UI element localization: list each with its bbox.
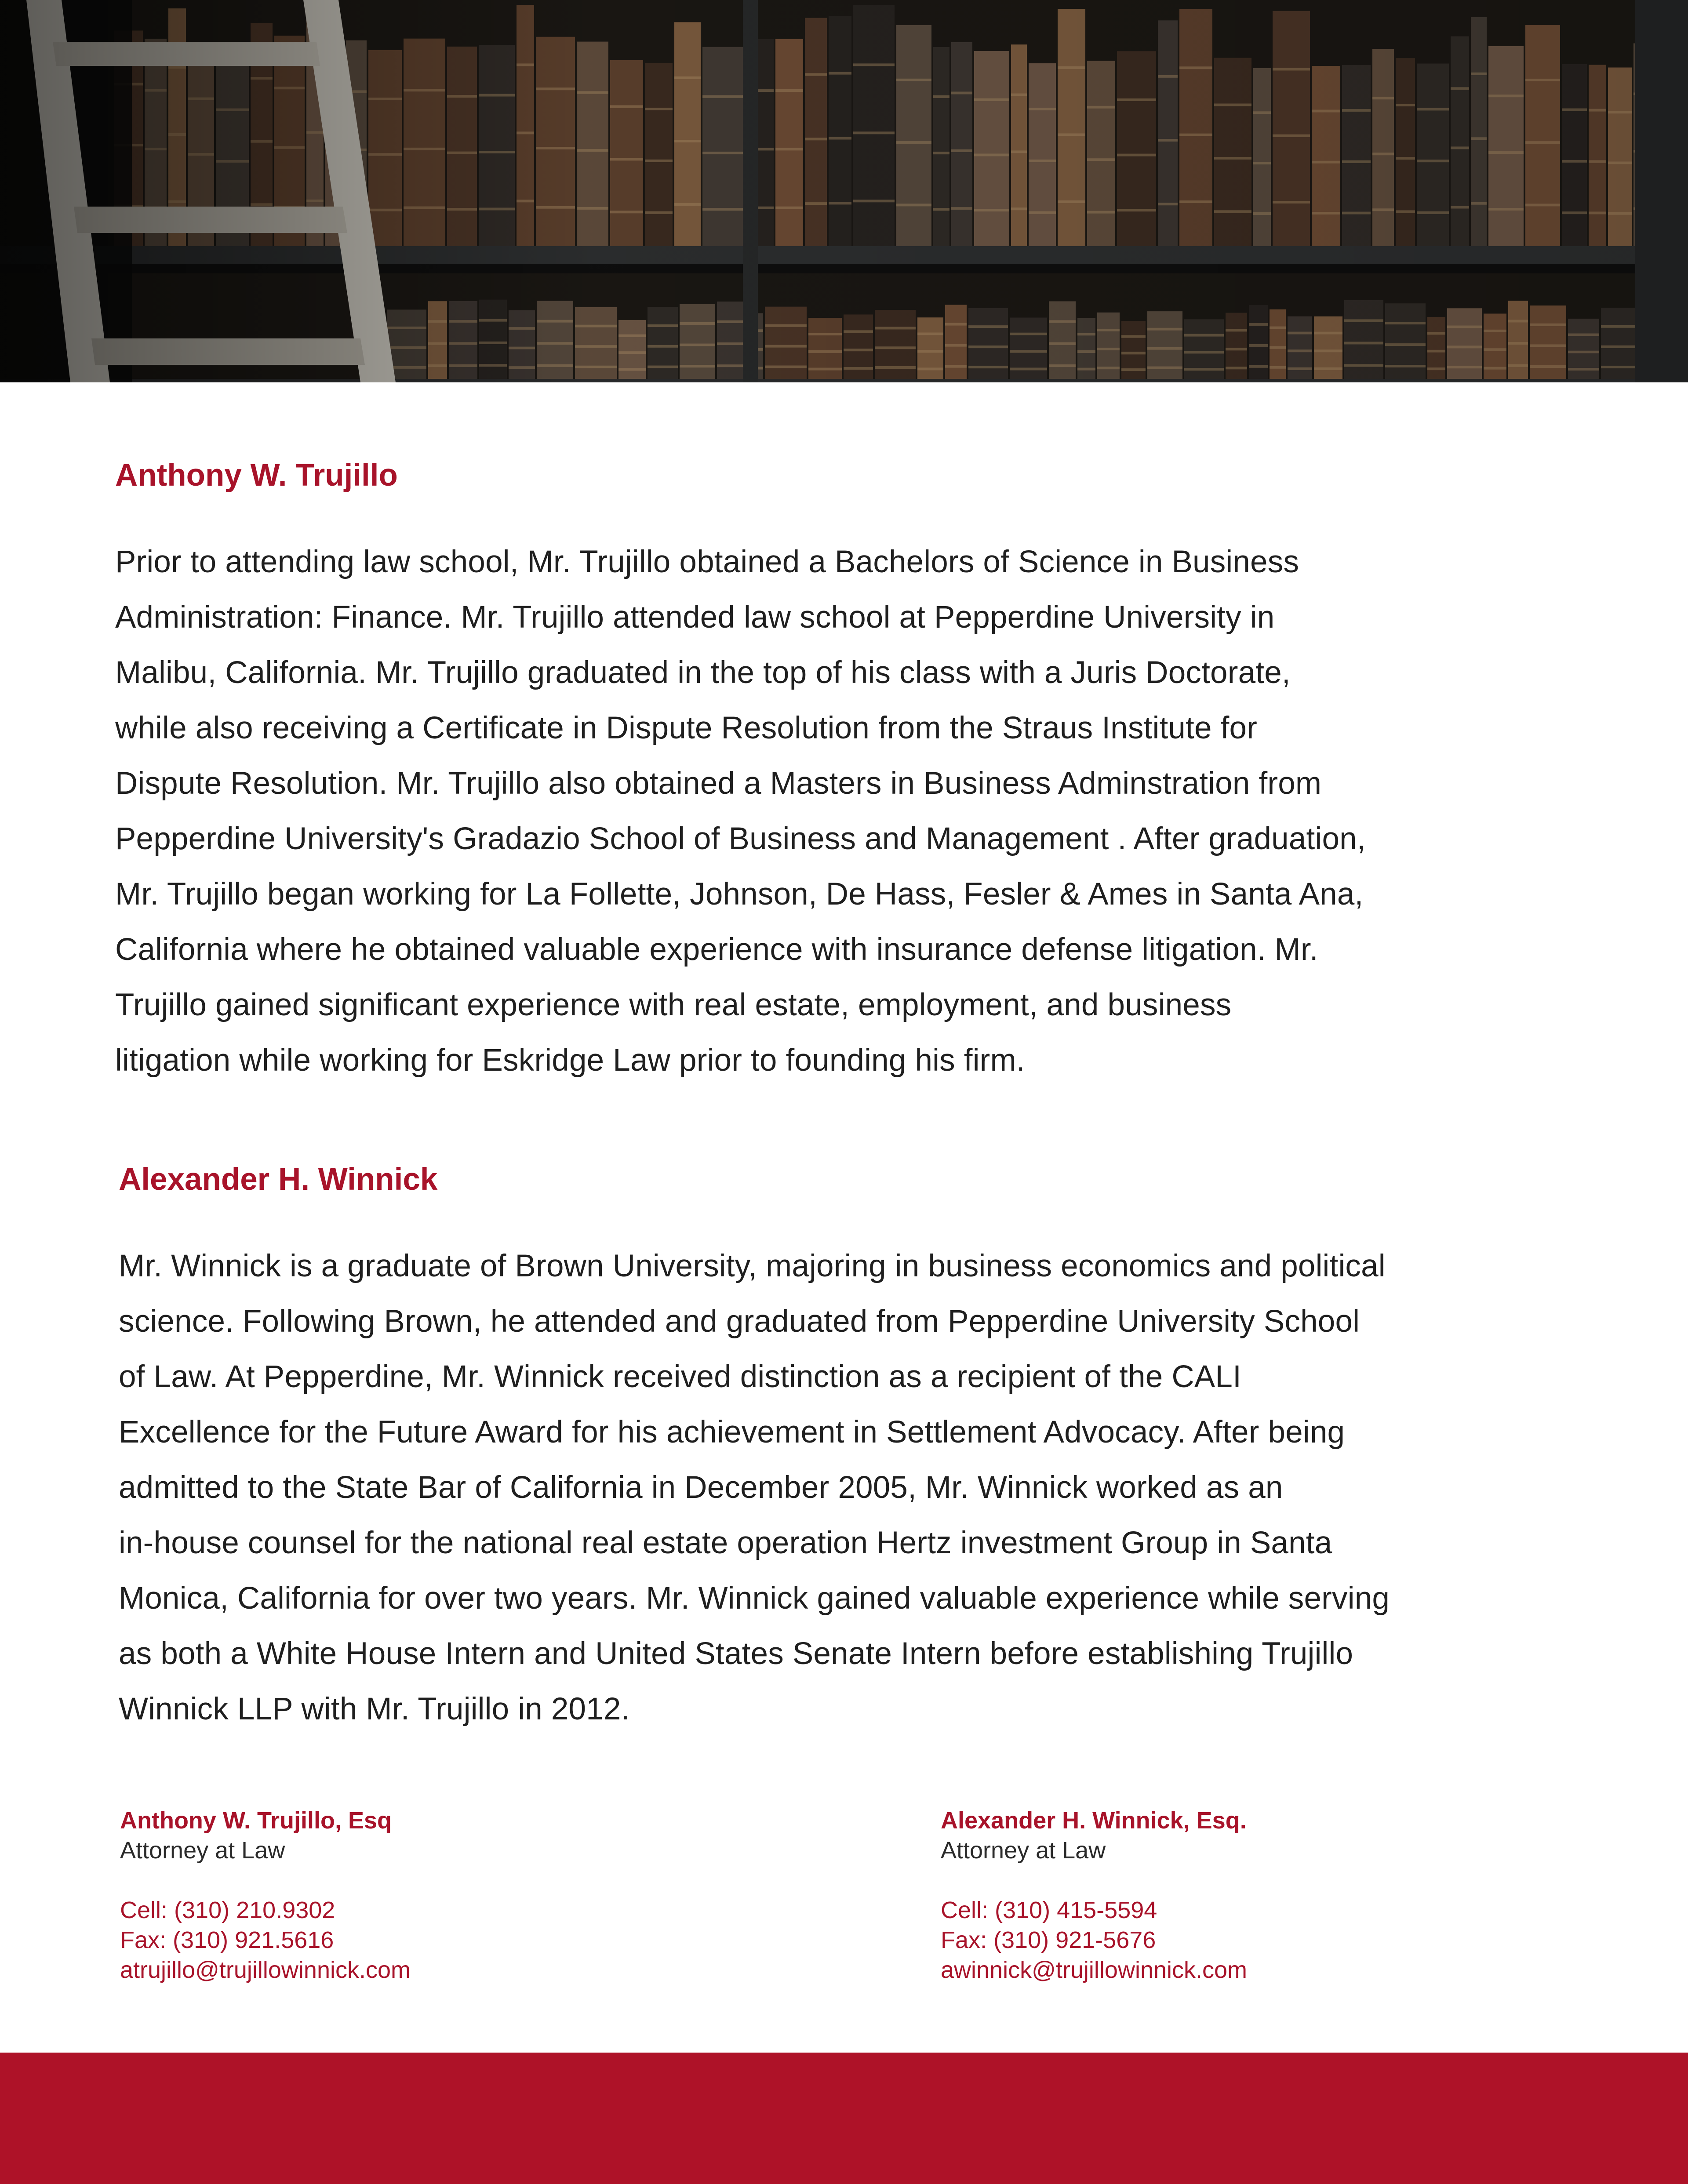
contact-name: Alexander H. Winnick, Esq. [941, 1807, 1247, 1834]
contact-role: Attorney at Law [941, 1837, 1106, 1864]
contact-fax: Fax: (310) 921.5616 [120, 1927, 334, 1953]
bookshelf-illustration [0, 0, 1688, 382]
bio-name: Anthony W. Trujillo [115, 458, 398, 493]
bio-anthony-trujillo [115, 453, 1601, 1088]
contact-fax: Fax: (310) 921-5676 [941, 1927, 1156, 1953]
header-bookshelf-photo [0, 0, 1688, 382]
contact-card-trujillo [120, 1806, 779, 1985]
bio-alexander-winnick [119, 1157, 1604, 1737]
bio-name: Alexander H. Winnick [119, 1162, 438, 1197]
contact-role: Attorney at Law [120, 1837, 285, 1864]
contact-cell[interactable]: Cell: (310) 415-5594 [941, 1897, 1157, 1923]
contact-card-winnick [941, 1806, 1600, 1985]
contact-email-link[interactable]: atrujillo@trujillowinnick.com [120, 1957, 411, 1983]
contact-name: Anthony W. Trujillo, Esq [120, 1807, 392, 1834]
contact-email-link[interactable]: awinnick@trujillowinnick.com [941, 1957, 1248, 1983]
contact-cell[interactable]: Cell: (310) 210.9302 [120, 1897, 335, 1923]
footer-band [0, 2053, 1688, 2184]
bio-text: Mr. Winnick is a graduate of Brown University, majoring in business economics and political science. Following Brown, he attended and graduated from Pepperdine University School of Law. At Pepperdine, Mr. Winnick received distinction as a recipient of the CALI Excellence for the Future Award for his achievement in Settlement Advocacy. After being admitted to the State Bar of California in December 2005, Mr. Winnick worked as an in-house counsel for the national real estate operation Hertz investment Group in Santa Monica, California for over two years. Mr. Winnick gained valuable experience while serving as both a White House Intern and United States Senate Intern before establishing Trujillo Winnick LLP with Mr. Trujillo in 2012. [119, 1249, 1390, 1726]
bio-text: Prior to attending law school, Mr. Trujillo obtained a Bachelors of Science in Business Administration: Finance. Mr. Trujillo attended law school at Pepperdine University in Malibu, California. Mr. Trujillo graduated in the top of his class with a Juris Doctorate, while also receiving a Certificate in Dispute Resolution from the Straus Institute for Dispute Resolution. Mr. Trujillo also obtained a Masters in Business Adminstration from Pepperdine University's Gradazio School of Business and Management . After graduation, Mr. Trujillo began working for La Follette, Johnson, De Hass, Fesler & Ames in Santa Ana, California where he obtained valuable experience with insurance defense litigation. Mr. Trujillo gained significant experience with real estate, employment, and business litigation while working for Eskridge Law prior to founding his firm. [115, 545, 1366, 1078]
